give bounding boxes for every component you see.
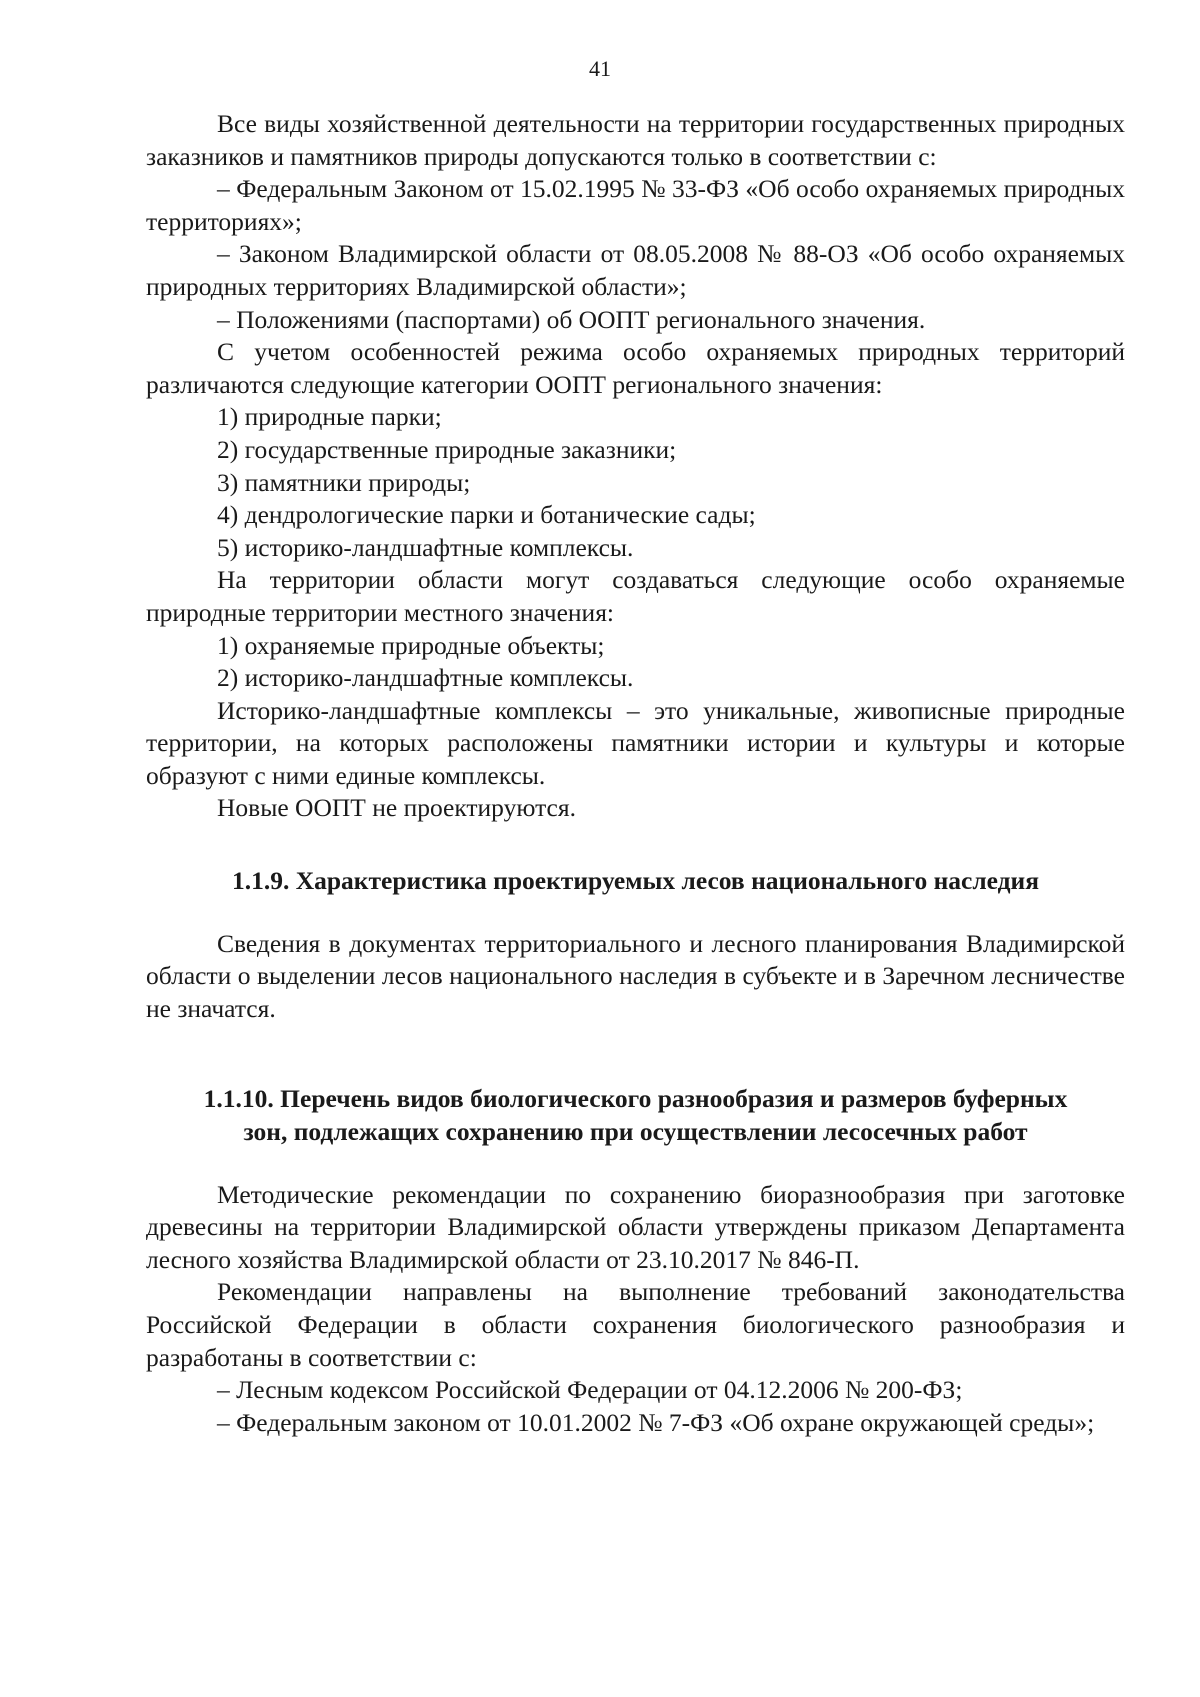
list-item: – Федеральным Законом от 15.02.1995 № 33-ФЗ «Об особо охраняемых природных территориях»; <box>146 174 1125 236</box>
paragraph: Рекомендации направлены на выполнение требований законодательства Российской Федерации в области сохранения биологического разнообразия и разработаны в соответствии с: <box>146 1277 1125 1372</box>
section-heading: 1.1.9. Характеристика проектируемых лесов национального наследия <box>231 866 1040 896</box>
section-heading-line: зон, подлежащих сохранению при осуществлении лесосечных работ <box>243 1117 1028 1147</box>
list-item: – Лесным кодексом Российской Федерации от 04.12.2006 № 200-ФЗ; <box>217 1375 963 1405</box>
list-item: 2) государственные природные заказники; <box>217 434 677 464</box>
list-item: 1) охраняемые природные объекты; <box>217 630 605 660</box>
list-item: – Федеральным законом от 10.01.2002 № 7-ФЗ «Об охране окружающей среды»; <box>217 1407 1095 1437</box>
page-number: 41 <box>589 56 611 81</box>
paragraph: С учетом особенностей режима особо охраняемых природных территорий различаются следующие категории ООПТ регионального значения: <box>146 337 1125 399</box>
list-item: 1) природные парки; <box>217 402 442 432</box>
paragraph: Историко-ландшафтные комплексы – это уникальные, живописные природные территории, на которых расположены памятники истории и культуры и которые образуют с ними единые комплексы. <box>146 695 1125 790</box>
section-heading-line: 1.1.10. Перечень видов биологического разнообразия и размеров буферных <box>203 1084 1068 1114</box>
list-item: – Положениями (паспортами) об ООПТ регионального значения. <box>217 304 926 334</box>
paragraph: Методические рекомендации по сохранению биоразнообразия при заготовке древесины на территории Владимирской области утверждены приказом Департамента лесного хозяйства Владимирской области от 23.10.2017 № 846-П. <box>146 1179 1125 1274</box>
paragraph: На территории области могут создаваться следующие особо охраняемые природные территории местного значения: <box>146 565 1125 627</box>
paragraph: Новые ООПТ не проектируются. <box>217 793 576 823</box>
list-item: 4) дендрологические парки и ботанические сады; <box>217 500 756 530</box>
list-item: 5) историко-ландшафтные комплексы. <box>217 532 634 562</box>
list-item: – Законом Владимирской области от 08.05.2008 № 88-ОЗ «Об особо охраняемых природных территориях Владимирской области»; <box>146 239 1125 301</box>
list-item: 2) историко-ландшафтные комплексы. <box>217 663 634 693</box>
paragraph: Все виды хозяйственной деятельности на территории государственных природных заказников и памятников природы допускаются только в соответствии с: <box>146 109 1125 171</box>
paragraph: Сведения в документах территориального и лесного планирования Владимирской области о выделении лесов национального наследия в субъекте и в Заречном лесничестве не значатся. <box>146 928 1125 1023</box>
document-body <box>146 108 1125 1439</box>
list-item: 3) памятники природы; <box>217 467 471 497</box>
